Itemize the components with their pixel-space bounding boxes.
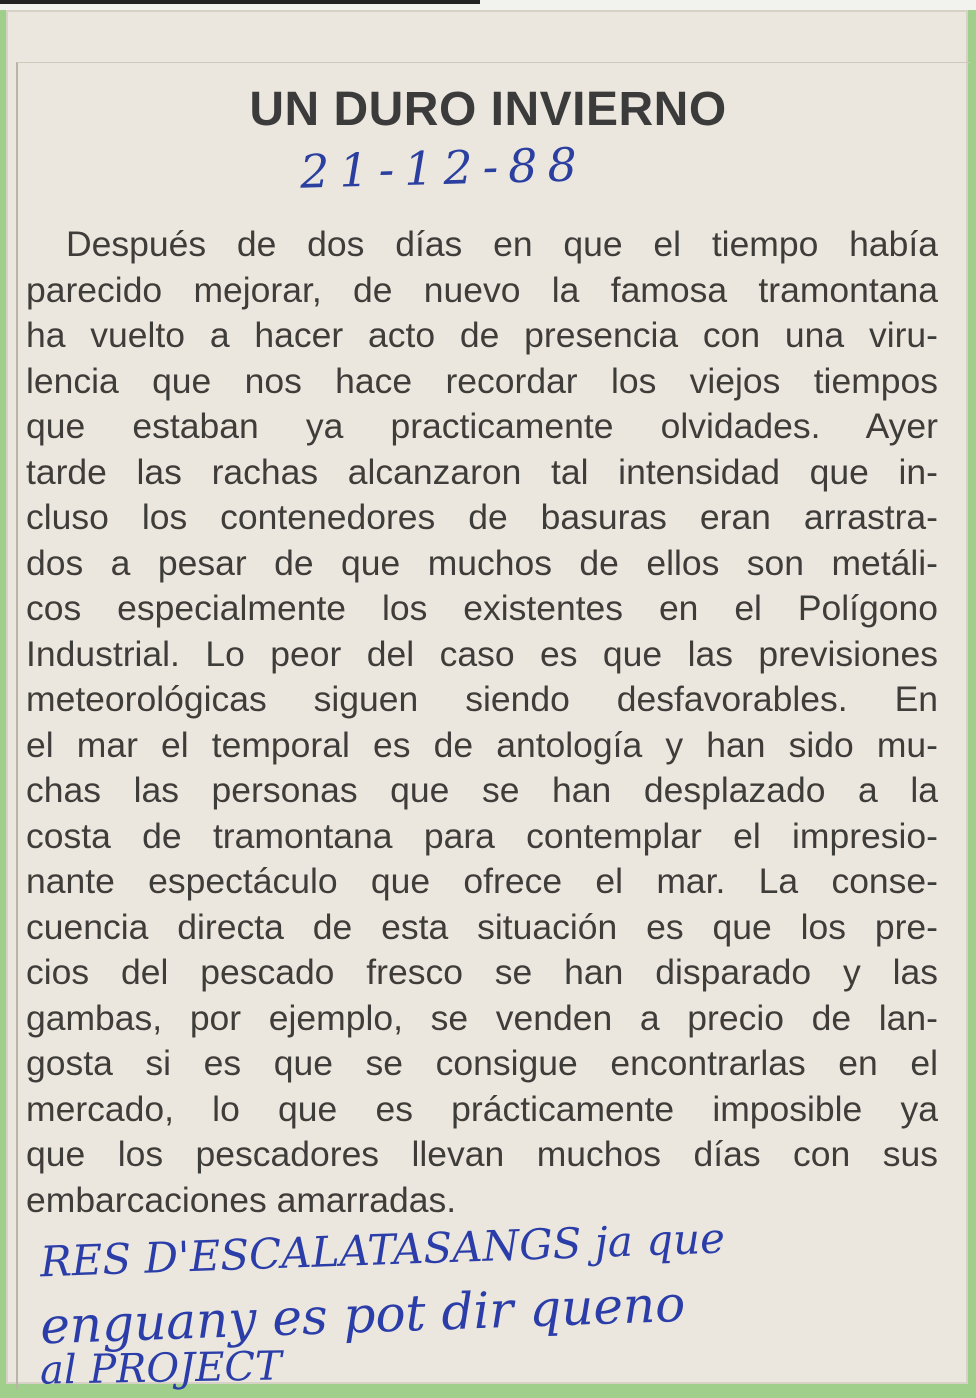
article-line: lencia que nos hace recordar los viejos tiempos bbox=[26, 360, 938, 401]
article-line: ha vuelto a hacer acto de presencia con una viru- bbox=[26, 315, 938, 355]
handwritten-date: 21-12-88 bbox=[299, 137, 588, 199]
article-line: nante espectáculo que ofrece el mar. La conse- bbox=[26, 861, 938, 901]
handwritten-note-line: RES D'ESCALATASANGS ja que bbox=[39, 1213, 726, 1287]
article-line: costa de tramontana para contemplar el impresio- bbox=[26, 815, 938, 856]
article-line: que los pescadores llevan muchos días con sus bbox=[26, 1134, 938, 1174]
article-line: cos especialmente los existentes en el Polígono bbox=[26, 588, 938, 628]
ink-edge bbox=[0, 0, 480, 4]
handwritten-note bbox=[39, 1213, 920, 1394]
handwritten-note-line: al PROJECT bbox=[39, 1343, 283, 1394]
article-line: meteorológicas siguen siendo desfavorables. En bbox=[26, 679, 938, 719]
article-line: dos a pesar de que muchos de ellos son metáli- bbox=[26, 542, 938, 583]
article-line: Industrial. Lo peor del caso es que las previsiones bbox=[26, 633, 938, 674]
article-line: cluso los contenedores de basuras eran arrastra- bbox=[26, 497, 938, 537]
top-paper-strip bbox=[0, 0, 976, 10]
handwritten-note-line: enguany es pot dir queno bbox=[39, 1274, 687, 1356]
article-line: gambas, por ejemplo, se venden a precio de lan- bbox=[26, 997, 938, 1038]
article-line: embarcaciones amarradas. bbox=[26, 1179, 457, 1220]
article-line: el mar el temporal es de antología y han sido mu- bbox=[26, 724, 938, 765]
article-line: mercado, lo que es prácticamente imposible ya bbox=[26, 1088, 938, 1129]
headline: UN DURO INVIERNO bbox=[249, 83, 727, 136]
article-body bbox=[26, 222, 938, 1223]
article-line: tarde las rachas alcanzaron tal intensidad que in- bbox=[26, 451, 938, 492]
article-line: gosta si es que se consigue encontrarlas en el bbox=[26, 1043, 938, 1083]
article-line: que estaban ya practicamente olvidades. Ayer bbox=[26, 406, 938, 446]
article-line: cios del pescado fresco se han disparado y las bbox=[26, 952, 938, 992]
article-line: chas las personas que se han desplazado a la bbox=[26, 770, 938, 810]
article-line: cuencia directa de esta situación es que los pre- bbox=[26, 906, 938, 947]
article-line: Después de dos días en que el tiempo había bbox=[66, 224, 938, 264]
article-line: parecido mejorar, de nuevo la famosa tramontana bbox=[26, 269, 938, 310]
